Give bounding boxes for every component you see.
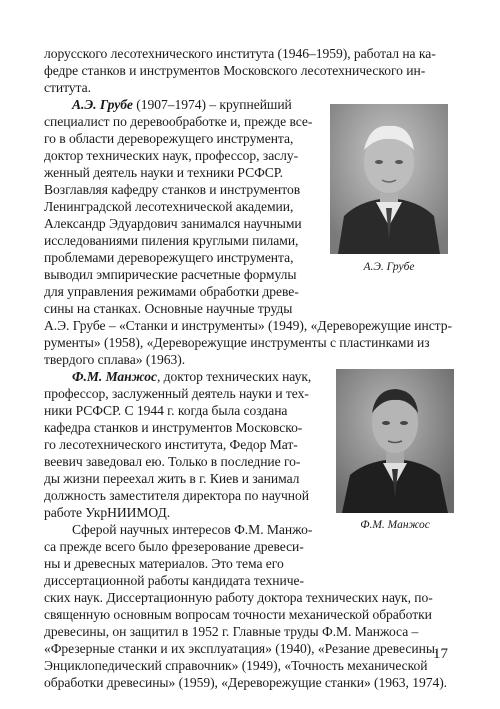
grube-line: го в области дереворежущего инструмента, [44, 131, 294, 146]
grube-line: проблемами дереворежущего инструмента, [44, 250, 294, 265]
grube-line: специалист по деревообработке и, прежде все- [44, 114, 313, 129]
manzhos-full-line: священную основным вопросам точности механической обработки [44, 607, 432, 622]
manzhos-name: Ф.М. Манжос [72, 369, 157, 384]
manzhos-full-line: ских наук. Диссертационную работу доктора технических наук, по- [44, 590, 433, 605]
grube-full-line: рументы» (1958), «Дереворежущие инструменты с пластинками из [44, 335, 430, 350]
grube-name: А.Э. Грубе [72, 97, 133, 112]
manzhos-full-line: обработки древесины» (1959), «Дереворежущие станки» (1963, 1974). [44, 675, 448, 690]
manzhos-full-line: Энциклопедический справочник» (1949), «Точность механической [44, 658, 428, 673]
manzhos-line: диссертационной работы кандидата техниче- [44, 573, 304, 588]
intro-line-2: федре станков и инструментов Московского лесотехнического ин- [44, 63, 426, 78]
manzhos-intro: , доктор технических наук, [156, 369, 312, 384]
manzhos-first-line [72, 368, 311, 385]
manzhos-line: го лесотехнического института, Федор Мат- [44, 437, 298, 452]
intro-line-1: лорусского лесотехнического института (1946–1959), работал на ка- [44, 46, 436, 61]
manzhos-line: ды жизни переехал жить в г. Киев и занимал [44, 471, 300, 486]
grube-portrait-image [330, 104, 448, 254]
grube-line: сины на станках. Основные научные труды [44, 301, 293, 316]
manzhos-line: должность заместителя директора по научной [44, 488, 309, 503]
grube-full-line: А.Э. Грубе – «Станки и инструменты» (1949), «Дереворежущие инстр- [44, 318, 452, 333]
manzhos-line: профессор, заслуженный деятель науки и тех- [44, 386, 309, 401]
manzhos-line: кафедра станков и инструментов Московско- [44, 420, 303, 435]
manzhos-full-line: «Фрезерные станки и их эксплуатация» (1940), «Резание древесины. [44, 641, 439, 656]
page-number: 17 [433, 646, 448, 662]
manzhos-line: работе УкрНИИМОД. [44, 505, 171, 520]
intro-line-3: ститута. [44, 80, 91, 95]
grube-full-line: твердого сплава» (1963). [44, 352, 186, 367]
manzhos-line: ны и древесных материалов. Это тема его [44, 556, 284, 571]
grube-dates: (1907–1974) – крупнейший [132, 97, 292, 112]
grube-line: Ленинградской лесотехнической академии, [44, 199, 294, 214]
grube-line: женный деятель науки и техники РСФСР. [44, 165, 283, 180]
grube-line: исследованиями пиления круглыми пилами, [44, 233, 299, 248]
manzhos-portrait-image [336, 369, 454, 513]
grube-first-line [72, 96, 292, 113]
manzhos-portrait-photo [336, 369, 454, 513]
manzhos-full-line: древесины, он защитил в 1952 г. Главные труды Ф.М. Манжоса – [44, 624, 419, 639]
grube-line: для управления режимами обработки древе- [44, 284, 299, 299]
manzhos-line: веевич заведовал ею. Только в последние го- [44, 454, 301, 469]
manzhos-line: ники РСФСР. С 1944 г. когда была создана [44, 403, 288, 418]
grube-photo-caption: А.Э. Грубе [363, 261, 415, 273]
grube-line: Александр Эдуардович занимался научными [44, 216, 302, 231]
grube-line: Возглавляя кафедру станков и инструментов [44, 182, 301, 197]
grube-line: выводил эмпирические расчетные формулы [44, 267, 297, 282]
manzhos-line: Сферой научных интересов Ф.М. Манжо- [72, 522, 313, 537]
grube-portrait-photo [330, 104, 448, 254]
grube-line: доктор технических наук, профессор, заслу- [44, 148, 299, 163]
manzhos-photo-caption: Ф.М. Манжос [360, 519, 430, 531]
manzhos-line: са прежде всего было фрезерование древеси- [44, 539, 304, 554]
